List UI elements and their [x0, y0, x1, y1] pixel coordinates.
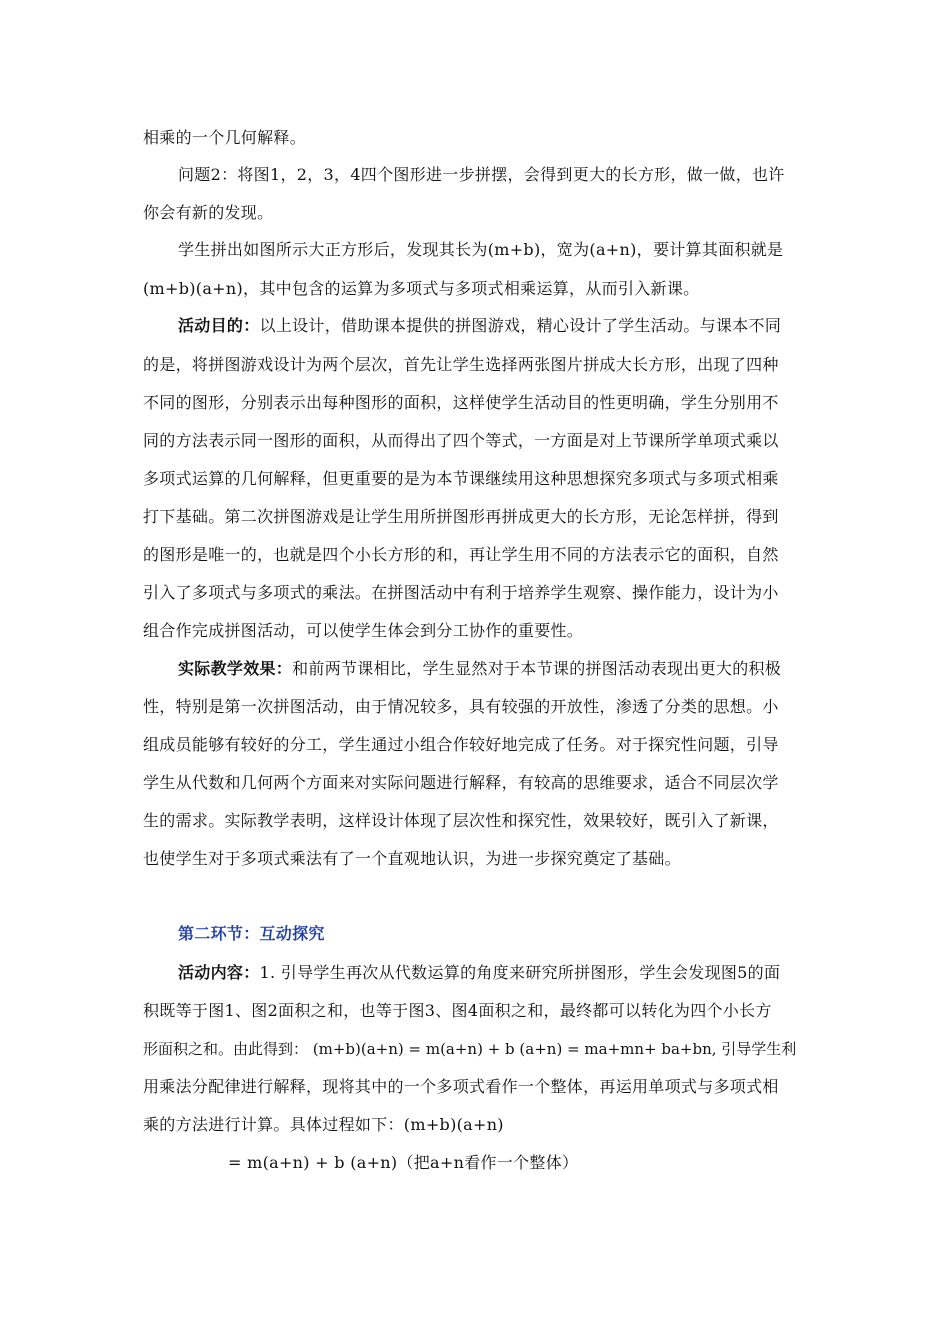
line-text: 也使学生对于多项式乘法有了一个直观地认识，为进一步探究奠定了基础。 — [143, 849, 681, 868]
section-heading — [178, 924, 325, 944]
equation-text: = m(a+n) + b (a+n)（把a+n看作一个整体） — [228, 1153, 579, 1172]
line-text: 组成员能够有较好的分工，学生通过小组合作较好地完成了任务。对于探究性问题，引导 — [143, 735, 779, 754]
text-line — [143, 431, 779, 451]
line-text: 问题2：将图1，2，3，4四个图形进一步拼摆，会得到更大的长方形，做一做，也许 — [178, 165, 785, 184]
text-line — [143, 507, 779, 527]
text-line — [178, 659, 781, 679]
section-heading-text: 第二环节：互动探究 — [178, 924, 325, 943]
paragraph-label: 实际教学效果： — [178, 659, 293, 678]
text-line — [143, 773, 779, 793]
line-text: 用乘法分配律进行解释，现将其中的一个多项式看作一个整体，再运用单项式与多项式相 — [143, 1077, 779, 1096]
text-line — [178, 316, 781, 336]
line-text: 形面积之和。由此得到： (m+b)(a+n) = m(a+n) + b (a+n) = ma+mn+ ba+bn, 引导学生利 — [143, 1040, 797, 1058]
line-text: 学生拼出如图所示大正方形后，发现其长为(m+b)，宽为(a+n)，要计算其面积就是 — [178, 240, 784, 259]
line-text: 和前两节课相比，学生显然对于本节课的拼图活动表现出更大的积极 — [292, 659, 782, 678]
line-text: 1. 引导学生再次从代数运算的角度来研究所拼图形，学生会发现图5的面 — [259, 963, 781, 982]
text-line — [143, 1001, 772, 1021]
equation-line — [228, 1153, 578, 1173]
line-text: 的图形是唯一的，也就是四个小长方形的和，再让学生用不同的方法表示它的面积，自然 — [143, 545, 779, 564]
text-line — [143, 621, 583, 641]
line-text: 以上设计，借助课本提供的拼图游戏，精心设计了学生活动。与课本不同 — [259, 316, 782, 335]
text-line — [143, 128, 306, 148]
text-line — [143, 849, 681, 869]
text-line — [143, 1039, 796, 1059]
line-text: 不同的图形，分别表示出每种图形的面积，这样使学生活动目的性更明确，学生分别用不 — [143, 393, 779, 412]
line-text: 相乘的一个几何解释。 — [143, 128, 307, 147]
text-line — [143, 735, 779, 755]
line-text: 性，特别是第一次拼图活动，由于情况较多，具有较强的开放性，渗透了分类的思想。小 — [143, 697, 779, 716]
text-line — [143, 1077, 779, 1097]
text-line — [143, 469, 779, 489]
paragraph-label: 活动目的： — [178, 316, 260, 335]
text-line — [143, 545, 779, 565]
text-line — [178, 165, 785, 185]
text-line — [143, 203, 273, 223]
text-line — [143, 393, 779, 413]
text-line — [143, 583, 779, 603]
line-text: 组合作完成拼图活动，可以使学生体会到分工协作的重要性。 — [143, 621, 584, 640]
text-line — [178, 963, 780, 983]
text-line — [143, 811, 779, 831]
text-line — [178, 240, 783, 260]
line-text: 引入了多项式与多项式的乘法。在拼图活动中有利于培养学生观察、操作能力，设计为小 — [143, 583, 779, 602]
text-line — [143, 355, 779, 375]
line-text: 同的方法表示同一图形的面积，从而得出了四个等式，一方面是对上节课所学单项式乘以 — [143, 431, 779, 450]
line-text: 打下基础。第二次拼图游戏是让学生用所拼图形再拼成更大的长方形，无论怎样拼，得到 — [143, 507, 779, 526]
line-text: 乘的方法进行计算。具体过程如下：(m+b)(a+n) — [143, 1115, 504, 1134]
text-line — [143, 697, 779, 717]
line-text: 积既等于图1、图2面积之和，也等于图3、图4面积之和，最终都可以转化为四个小长方 — [143, 1001, 772, 1020]
line-text: 学生从代数和几何两个方面来对实际问题进行解释，有较高的思维要求，适合不同层次学 — [143, 773, 779, 792]
paragraph-label: 活动内容： — [178, 963, 260, 982]
line-text: (m+b)(a+n)，其中包含的运算为多项式与多项式相乘运算，从而引入新课。 — [143, 279, 700, 298]
line-text: 你会有新的发现。 — [143, 203, 274, 222]
line-text: 生的需求。实际教学表明，这样设计体现了层次性和探究性，效果较好，既引入了新课， — [143, 811, 779, 830]
text-line — [143, 1115, 504, 1135]
text-line — [143, 279, 699, 299]
line-text: 的是，将拼图游戏设计为两个层次，首先让学生选择两张图片拼成大长方形，出现了四种 — [143, 355, 779, 374]
line-text: 多项式运算的几何解释，但更重要的是为本节课继续用这种思想探究多项式与多项式相乘 — [143, 469, 779, 488]
